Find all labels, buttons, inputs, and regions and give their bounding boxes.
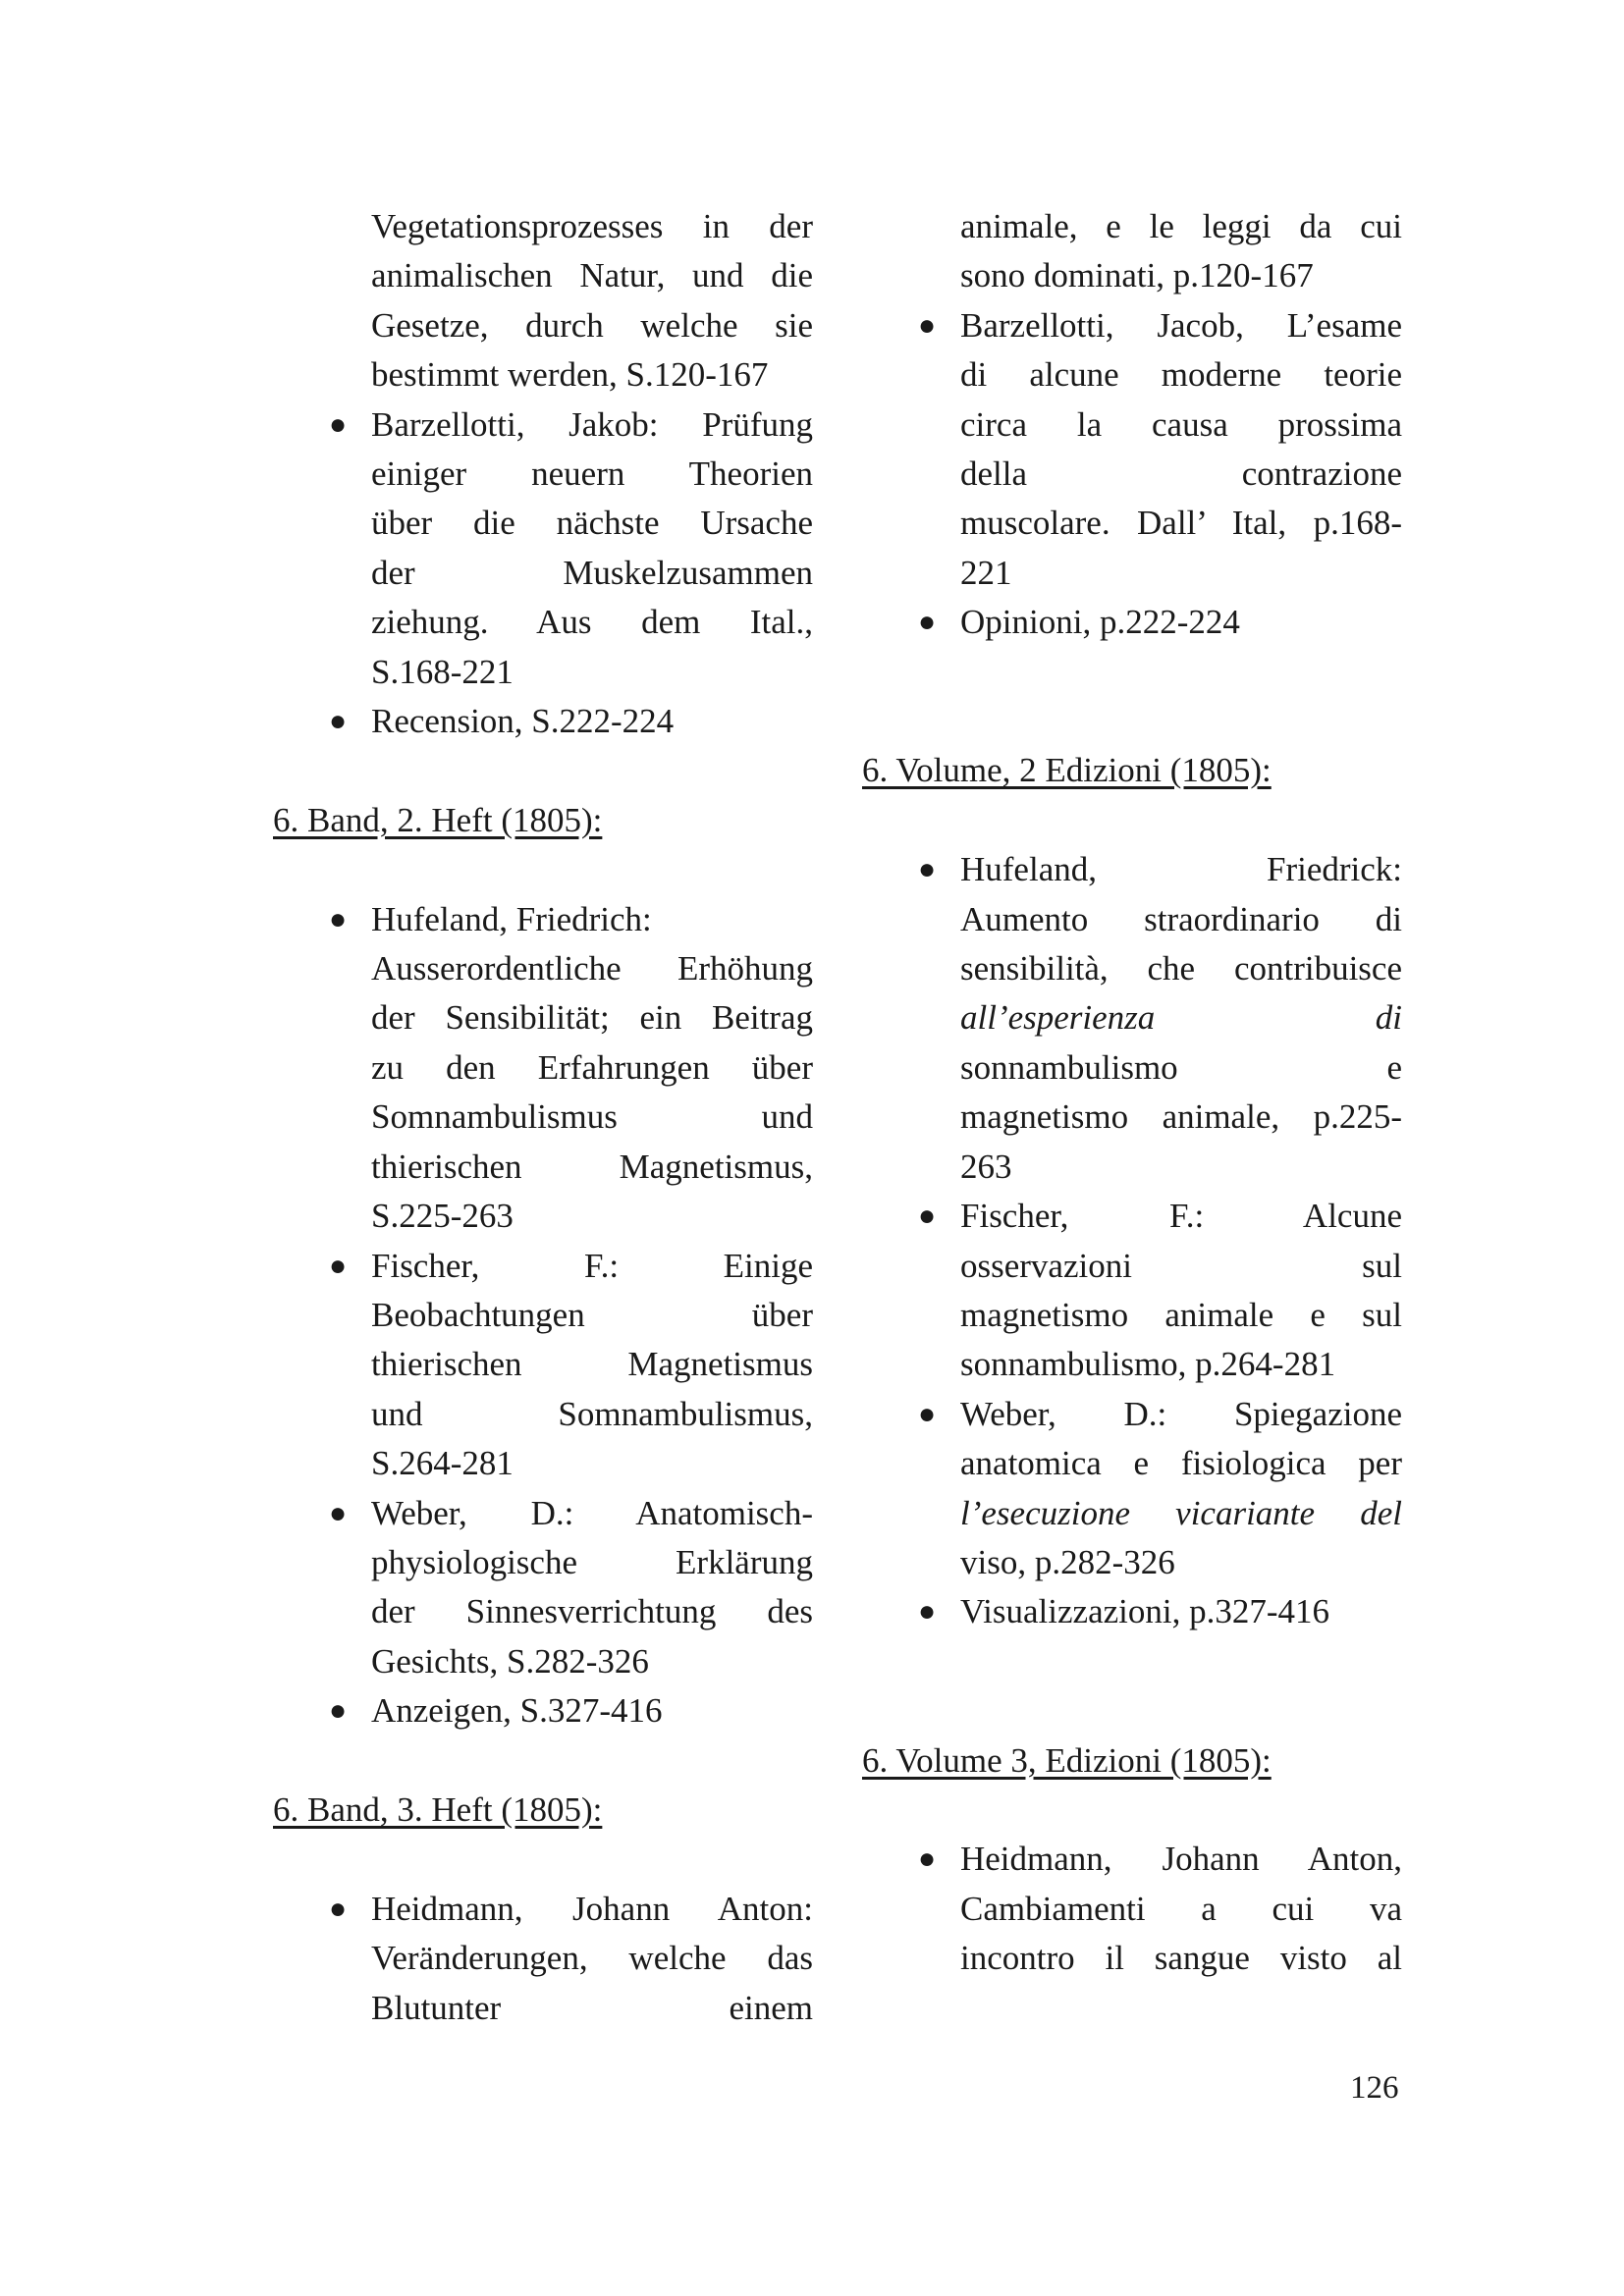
list-item: [862, 1390, 1402, 1588]
text-line: physiologische Erklärung: [371, 1542, 813, 1581]
text-line: und Somnambulismus,: [371, 1394, 813, 1433]
text-line: Cambiamenti a cui va: [960, 1889, 1402, 1928]
text-line: della contrazione: [960, 454, 1402, 494]
text-line: Barzellotti, Jacob, L’esame: [960, 305, 1402, 345]
bullet-icon: ●: [918, 1842, 937, 1876]
text-line: Aumento straordinario di: [960, 899, 1402, 938]
bullet-icon: ●: [918, 1397, 937, 1430]
text-line: incontro il sangue visto al: [960, 1939, 1402, 1978]
text-line: S.225-263: [371, 1197, 514, 1236]
list-item: [273, 895, 813, 1242]
text-line: Opinioni, p.222-224: [960, 603, 1240, 642]
text-line: sonnambulismo, p.264-281: [960, 1345, 1336, 1384]
text-line: ziehung. Aus dem Ital.,: [371, 603, 813, 642]
bullet-icon: ●: [918, 606, 937, 639]
italian-column: [862, 202, 1402, 1984]
section-heading: 6. Band, 2. Heft (1805):: [273, 800, 603, 839]
bullet-icon: ●: [329, 407, 348, 441]
text-line: Visualizzazioni, p.327-416: [960, 1592, 1329, 1631]
bullet-icon: ●: [329, 902, 348, 935]
text-line: Hufeland, Friedrick:: [960, 850, 1402, 889]
text-line: Hufeland, Friedrich:: [371, 899, 652, 938]
text-line: der Sensibilität; ein Beitrag: [371, 998, 813, 1038]
text-line: l’esecuzione vicariante del: [960, 1493, 1402, 1532]
text-line: Gesetze, durch welche sie: [371, 305, 813, 345]
text-line: sono dominati, p.120-167: [960, 256, 1314, 295]
bullet-icon: ●: [329, 1694, 348, 1728]
bullet-icon: ●: [329, 1892, 348, 1925]
text-line: der Sinnesverrichtung des: [371, 1592, 813, 1631]
text-line: 263: [960, 1147, 1012, 1186]
bullet-icon: ●: [918, 1595, 937, 1629]
text-line: Weber, D.: Anatomisch-: [371, 1493, 813, 1532]
list-item: [862, 1587, 1402, 1636]
text-line: Ausserordentliche Erhöhung: [371, 949, 813, 988]
list-item: [273, 1489, 813, 1687]
continuation-text: [273, 202, 813, 400]
list-item: [273, 1686, 813, 1735]
list-item: [273, 1242, 813, 1489]
list-item: [862, 845, 1402, 1192]
text-line: osservazioni sul: [960, 1246, 1402, 1285]
text-line: animalischen Natur, und die: [371, 256, 813, 295]
text-line: sonnambulismo e: [960, 1047, 1402, 1087]
text-line: Heidmann, Johann Anton,: [960, 1840, 1402, 1879]
text-line: Fischer, F.: Alcune: [960, 1197, 1402, 1236]
list-item: [273, 697, 813, 746]
text-line: Weber, D.: Spiegazione: [960, 1394, 1402, 1433]
page-number: 126: [1350, 2070, 1399, 2106]
text-line: magnetismo animale e sul: [960, 1295, 1402, 1334]
text-line: Beobachtungen über: [371, 1295, 813, 1334]
text-line: muscolare. Dall’ Ital, p.168-: [960, 504, 1402, 543]
bullet-icon: ●: [329, 705, 348, 738]
text-line: anatomica e fisiologica per: [960, 1444, 1402, 1483]
text-line: circa la causa prossima: [960, 404, 1402, 444]
text-line: sensibilità, che contribuisce: [960, 949, 1402, 988]
list-item: [273, 1885, 813, 2033]
bullet-icon: ●: [329, 1496, 348, 1529]
section-heading: 6. Volume 3, Edizioni (1805):: [862, 1740, 1272, 1780]
text-line: einiger neuern Theorien: [371, 454, 813, 494]
list-item: [862, 1192, 1402, 1390]
bullet-icon: ●: [918, 308, 937, 342]
text-line: thierischen Magnetismus,: [371, 1147, 813, 1186]
text-line: Anzeigen, S.327-416: [371, 1691, 663, 1731]
german-column: [273, 202, 813, 2033]
text-line: Blutunter einem: [371, 1988, 813, 2027]
section-heading: 6. Band, 3. Heft (1805):: [273, 1789, 603, 1829]
text-line: Gesichts, S.282-326: [371, 1641, 649, 1681]
text-line: S.168-221: [371, 652, 514, 691]
continuation-text: [862, 202, 1402, 301]
text-line: S.264-281: [371, 1444, 514, 1483]
list-item: [862, 1835, 1402, 1983]
text-line: 221: [960, 553, 1012, 592]
text-line: Heidmann, Johann Anton:: [371, 1889, 813, 1928]
text-line: animale, e le leggi da cui: [960, 207, 1402, 245]
list-item: [862, 598, 1402, 647]
text-line: Barzellotti, Jakob: Prüfung: [371, 404, 813, 444]
bullet-icon: ●: [918, 853, 937, 886]
text-line: Somnambulismus und: [371, 1097, 813, 1137]
text-line: Vegetationsprozesses in der: [371, 207, 813, 245]
text-line: di alcune moderne teorie: [960, 355, 1402, 395]
text-line: Fischer, F.: Einige: [371, 1246, 813, 1285]
text-line: Veränderungen, welche das: [371, 1939, 813, 1978]
section-heading: 6. Volume, 2 Edizioni (1805):: [862, 751, 1272, 790]
text-line: viso, p.282-326: [960, 1542, 1175, 1581]
text-line: zu den Erfahrungen über: [371, 1047, 813, 1087]
text-line: thierischen Magnetismus: [371, 1345, 813, 1384]
text-line: bestimmt werden, S.120-167: [371, 355, 769, 395]
list-item: [273, 400, 813, 697]
text-line: all’esperienza di: [960, 998, 1402, 1038]
text-line: über die nächste Ursache: [371, 504, 813, 543]
text-line: Recension, S.222-224: [371, 702, 675, 741]
bullet-icon: ●: [918, 1200, 937, 1233]
text-line: der Muskelzusammen: [371, 553, 813, 592]
bullet-icon: ●: [329, 1249, 348, 1282]
list-item: [862, 301, 1402, 598]
text-line: magnetismo animale, p.225-: [960, 1097, 1402, 1137]
